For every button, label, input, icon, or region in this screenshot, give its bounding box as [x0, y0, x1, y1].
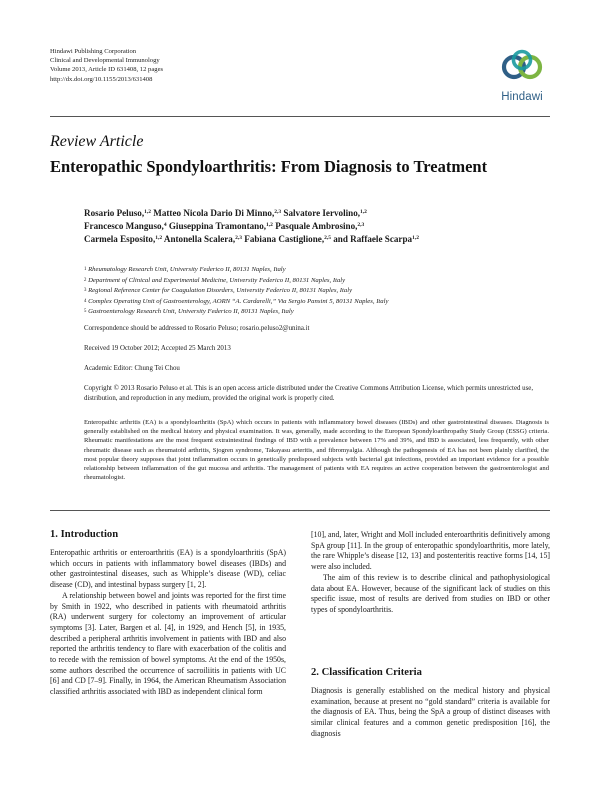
hindawi-wordmark: Hindawi [501, 91, 543, 103]
abstract: Enteropathic arthritis (EA) is a spondyloarthritis (SpA) which occurs in patients with inflammatory bowel diseases (IBDs) and other gastrointestinal diseases. Diagnosis is generally established on the medical history and physical examination. It was, generally, made according to the European Spondyloarthropathy Study Group (ESSG) criteria. Rheumatic manifestations are the most frequent extraintestinal findings of IBD with a prevalence between 17% and 39%, and IBD is associated, less frequently, with other rheumatic disease such as rheumatoid arthritis, Sjogren syndrome, Takayasu arteritis, and fibromyalgia. Although the pathogenesis of EA has not been plainly clarified, the most popular theory supposes that joint inflammation occurs in genetically predisposed subjects with bacterial gut infections, provided an important evidence for a possible relationship between inflammation of the gut mucosa and arthritis. The management of patients with EA requires an active cooperation between the gastroenterologist and rheumatologist. [84, 419, 549, 482]
section-heading-classification: 2. Classification Criteria [311, 667, 422, 678]
paragraph: Enteropathic arthritis or enteroarthritis (EA) is a spondyloarthritis (SpA) which occurs in patients with inflammatory bowel diseases (IBDs) and other gastrointestinal diseases, such as Whipple’s disease (WD), celiac disease (CD), and intestinal bypass surgery [1, 2]. [50, 548, 286, 590]
received-dates: Received 19 October 2012; Accepted 25 March 2013 [84, 345, 231, 352]
hindawi-logo [494, 48, 550, 106]
volume-line: Volume 2013, Article ID 631408, 12 pages [50, 66, 164, 74]
affiliation-list [84, 265, 544, 318]
copyright-notice: Copyright © 2013 Rosario Peluso et al. This is an open access article distributed under the Creative Commons Attribution License, which permits unrestricted use, distribution, and reproduction in any medium, provided the original work is properly cited. [84, 385, 534, 402]
doi-link[interactable]: http://dx.doi.org/10.1155/2013/631408 [50, 75, 153, 83]
journal-header [50, 47, 163, 84]
author-line-3: Carmela Esposito,$^{1,2}$ Antonella Scalera,$^{2,3}$ Fabiana Castiglione,$^{2,5}$ and Raffaele Scarpa$^{1,2}$ [84, 234, 419, 245]
paragraph: [10], and, later, Wright and Moll included enteroarthritis definitively among SpA group [11]. In the group of enteropathic spondyloarthritis, more lately, the rare Whipple’s disease [12, 13] and postenteritis reactive forms [14, 15] were also included. [311, 530, 550, 572]
paragraph: The aim of this review is to describe clinical and pathophysiological data about EA. However, because of the significant lack of studies on this specific issue, most of results are derived from studies on IBD or other types of spondyloarthritis. [311, 572, 550, 614]
affiliation-item: $^3$ Regional Reference Center for Coagulation Disorders, University Federico II, 80131 Naples, Italy [84, 287, 353, 295]
affiliation-item: $^2$ Department of Clinical and Experimental Medicine, University Federico II, 80131 Naples, Italy [84, 276, 346, 284]
header-rule [50, 116, 550, 117]
hindawi-rings-icon [494, 48, 550, 90]
academic-editor: Academic Editor: Chung Tei Chou [84, 365, 180, 372]
section-heading-introduction: 1. Introduction [50, 529, 119, 540]
author-line-2: Francesco Manguso,$^4$ Giuseppina Tramontano,$^{1,2}$ Pasquale Ambrosino,$^{2,3}$ [84, 221, 365, 232]
classification-body [311, 686, 550, 740]
abstract-rule [50, 510, 550, 511]
introduction-left-body [50, 548, 286, 698]
paragraph: A relationship between bowel and joints was reported for the first time by Smith in 1922, who described in patients with rheumatoid arthritis (RA) underwent surgery for colectomy an improvement of articular symptoms [3]. Later, Bargen et al. [4], in 1929, and Hench [5], in 1935, described a peripheral arthritis involvement in patients with IBD and also reported the arthritis tendency to flare with exacerbation of the colitis and to recede with the remission of bowel symptoms. At the end of the 1950s, some authors described the occurrence of sacroiliitis in patients with UC [6] and CD [7–9]. Finally, in 1964, the American Rheumatism Association classified arthritis associated with IBD as independent clinical form [50, 590, 286, 697]
affiliation-item: $^1$ Rheumatology Research Unit, University Federico II, 80131 Naples, Italy [84, 266, 286, 273]
paragraph: Diagnosis is generally established on the medical history and physical examination, because at present no “gold standard” criteria is available for the diagnosis of EA. Thus, being the SpA a group of distinct diseases with similar clinical features and a common genetic predisposition [16], the diagnosis [311, 686, 550, 738]
correspondence-line: Correspondence should be addressed to Rosario Peluso; rosario.peluso2@unina.it [84, 325, 310, 332]
affiliation-item: $^4$ Complex Operating Unit of Gastroenterology, AORN “A. Cardarelli,” Via Sergio Pansini 5, 80131 Naples, Italy [84, 297, 389, 305]
article-type: Review Article [50, 133, 144, 150]
introduction-right-body [311, 530, 550, 616]
journal-line: Clinical and Developmental Immunology [50, 57, 160, 65]
affiliation-item: $^5$ Gastroenterology Research Unit, University Federico II, 80131 Naples, Italy [84, 308, 294, 316]
author-list [84, 207, 554, 247]
publisher-line: Hindawi Publishing Corporation [50, 48, 137, 55]
article-title: Enteropathic Spondyloarthritis: From Diagnosis to Treatment [50, 157, 488, 176]
author-line-1: Rosario Peluso,$^{1,2}$ Matteo Nicola Dario Di Minno,$^{2,3}$ Salvatore Iervolino,$^{1,2}$ [84, 208, 367, 218]
